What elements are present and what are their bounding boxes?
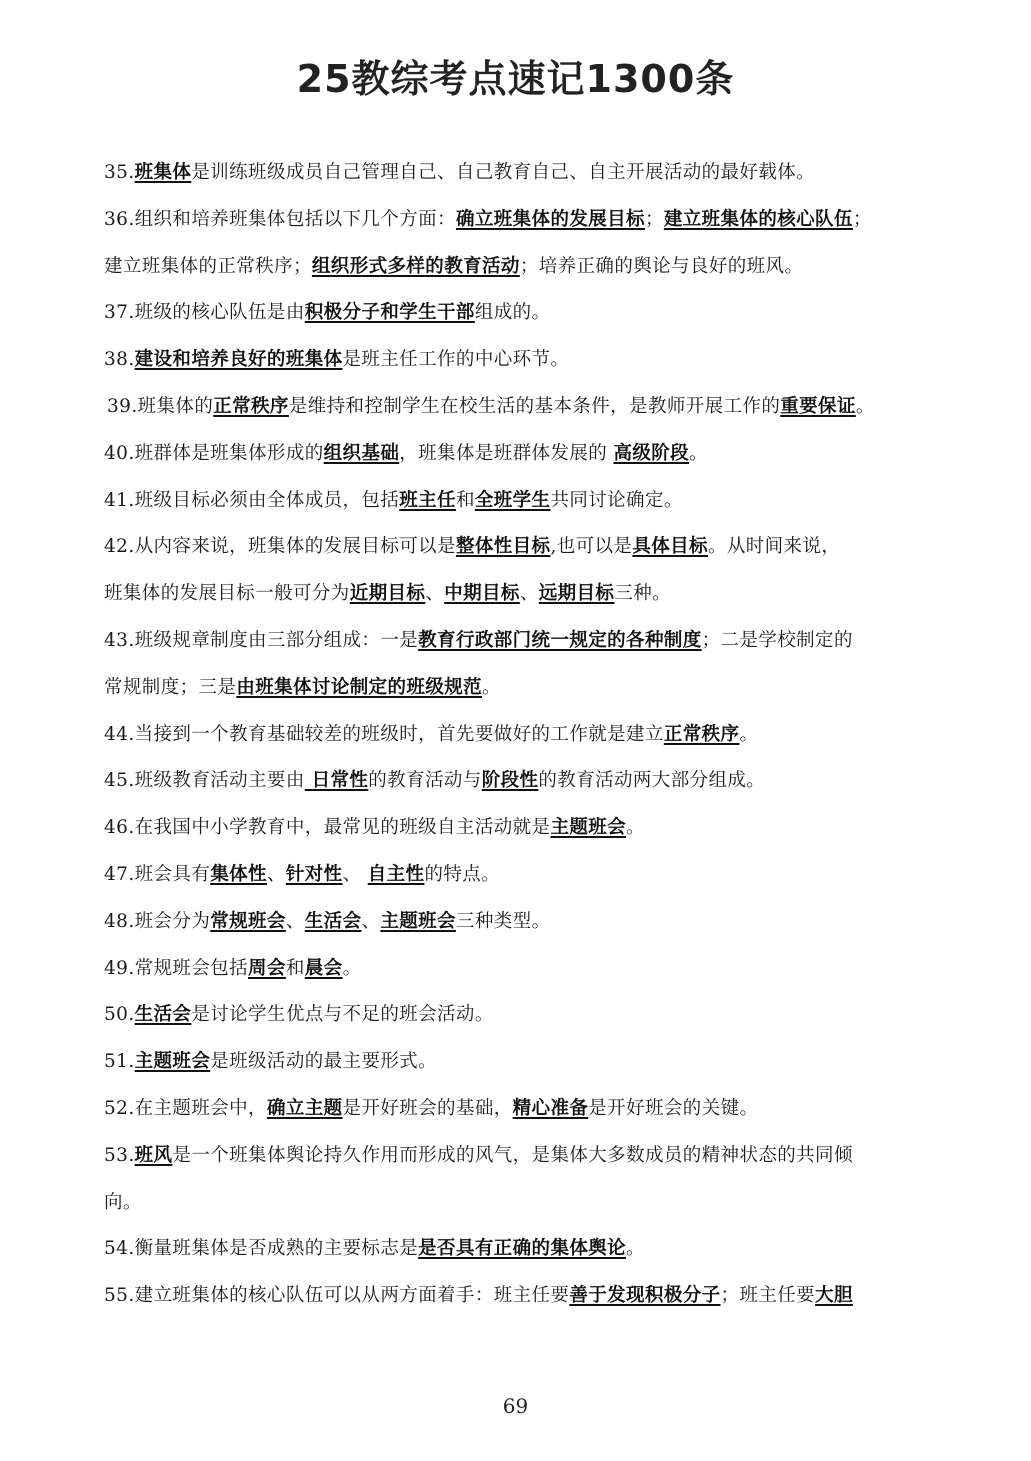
list-item: 48.班会分为常规班会、生活会、主题班会三种类型。	[104, 910, 551, 932]
document-body	[104, 150, 934, 1320]
page-number: 69	[502, 1394, 529, 1418]
list-item: 37.班级的核心队伍是由积极分子和学生干部组成的。	[104, 302, 551, 324]
list-item: 53.班风是一个班集体舆论持久作用而形成的风气，是集体大多数成员的精神状态的共同倾	[104, 1144, 853, 1166]
list-item: 51.主题班会是班级活动的最主要形式。	[104, 1051, 438, 1073]
list-item: 44.当接到一个教育基础较差的班级时，首先要做好的工作就是建立正常秩序。	[104, 723, 759, 745]
list-item: 43.班级规章制度由三部分组成：一是教育行政部门统一规定的各种制度；二是学校制定的	[104, 629, 853, 651]
list-item-continued: 班集体的发展目标一般可分为近期目标、中期目标、远期目标三种。	[104, 583, 672, 605]
list-item: 52.在主题班会中，确立主题是开好班会的基础，精心准备是开好班会的关键。	[104, 1097, 759, 1119]
list-item: 49.常规班会包括周会和晨会。	[104, 957, 362, 979]
list-item: 50.生活会是讨论学生优点与不足的班会活动。	[104, 1004, 494, 1026]
list-item: 46.在我国中小学教育中，最常见的班级自主活动就是主题班会。	[104, 817, 645, 839]
list-item: 54.衡量班集体是否成熟的主要标志是是否具有正确的集体舆论。	[104, 1238, 645, 1260]
list-item: 38.建设和培养良好的班集体是班主任工作的中心环节。	[104, 349, 570, 371]
list-item: 47.班会具有集体性、针对性、 自主性的特点。	[104, 863, 501, 885]
list-item-continued: 常规制度；三是由班集体讨论制定的班级规范。	[104, 676, 501, 698]
list-item-continued: 向。	[104, 1191, 142, 1213]
list-item: 42.从内容来说，班集体的发展目标可以是整体性目标,也可以是具体目标。从时间来说，	[104, 536, 841, 558]
page-title: 25教综考点速记1300条	[296, 57, 735, 101]
list-item: 39.班集体的正常秩序是维持和控制学生在校生活的基本条件，是教师开展工作的重要保证。	[107, 395, 875, 417]
list-item: 41.班级目标必须由全体成员，包括班主任和全班学生共同讨论确定。	[104, 489, 683, 511]
list-item: 40.班群体是班集体形成的组织基础，班集体是班群体发展的 高级阶段。	[104, 442, 708, 464]
list-item: 35.班集体是训练班级成员自己管理自己、自己教育自己、自主开展活动的最好载体。	[104, 162, 816, 183]
list-item: 36.组织和培养班集体包括以下几个方面：确立班集体的发展目标；建立班集体的核心队伍；	[104, 208, 872, 230]
list-item: 55.建立班集体的核心队伍可以从两方面着手：班主任要善于发现积极分子；班主任要大胆	[104, 1285, 853, 1307]
list-item-continued: 建立班集体的正常秩序；组织形式多样的教育活动；培养正确的舆论与良好的班风。	[104, 255, 804, 277]
list-item: 45.班级教育活动主要由 日常性的教育活动与阶段性的教育活动两大部分组成。	[104, 770, 766, 792]
